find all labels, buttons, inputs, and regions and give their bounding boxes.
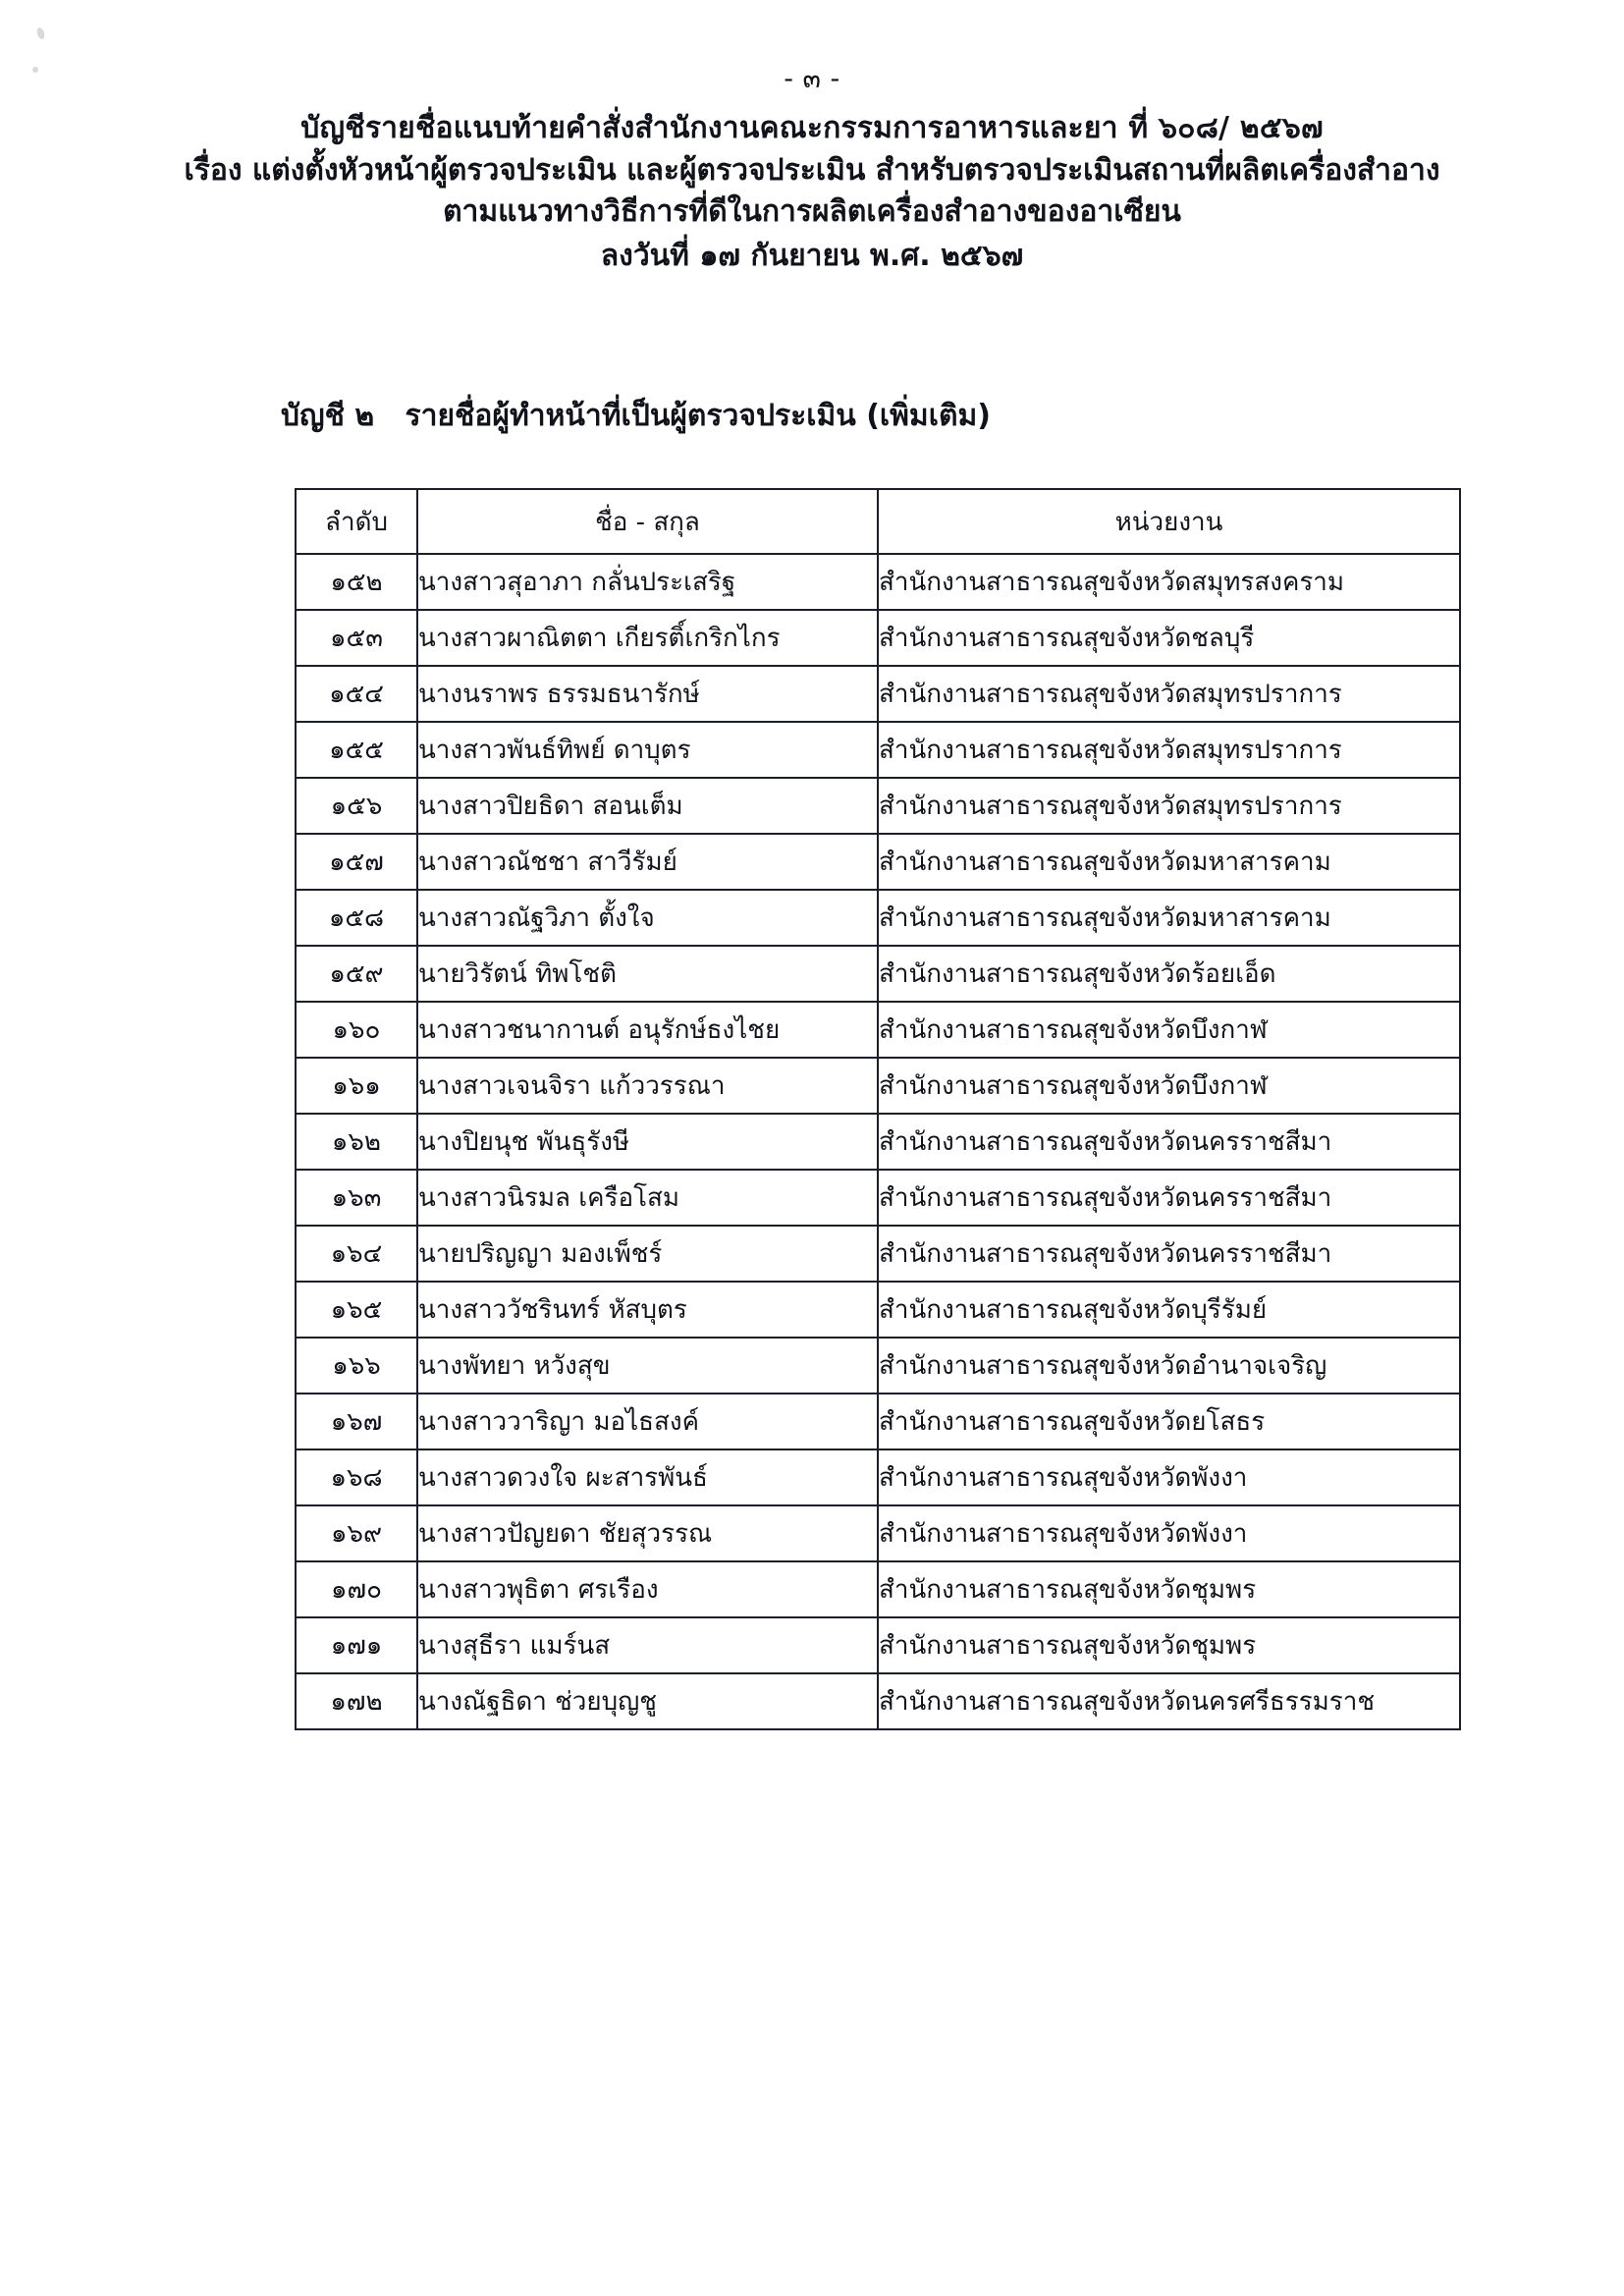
cell-order-number: ๑๖๙ [296,1505,417,1561]
cell-order-number: ๑๕๘ [296,890,417,946]
cell-organization: สำนักงานสาธารณสุขจังหวัดชุมพร [878,1561,1460,1617]
cell-organization: สำนักงานสาธารณสุขจังหวัดนครราชสีมา [878,1226,1460,1282]
cell-organization: สำนักงานสาธารณสุขจังหวัดมหาสารคาม [878,834,1460,890]
cell-full-name: นางสาวพันธ์ทิพย์ ดาบุตร [417,722,878,778]
cell-order-number: ๑๕๖ [296,778,417,834]
heading-line-1: บัญชีรายชื่อแนบท้ายคำสั่งสำนักงานคณะกรรมการอาหารและยา ที่ ๖๐๘/ ๒๕๖๗ [300,111,1324,145]
cell-full-name: นายวิรัตน์ ทิพโชติ [417,946,878,1002]
table-row [296,554,1460,610]
cell-order-number: ๑๖๑ [296,1058,417,1114]
cell-full-name: นางณัฐธิดา ช่วยบุญชู [417,1673,878,1729]
cell-organization: สำนักงานสาธารณสุขจังหวัดยโสธร [878,1394,1460,1449]
cell-full-name: นางนราพร ธรรมธนารักษ์ [417,666,878,722]
cell-order-number: ๑๕๙ [296,946,417,1002]
cell-order-number: ๑๕๕ [296,722,417,778]
cell-organization: สำนักงานสาธารณสุขจังหวัดนครราชสีมา [878,1170,1460,1226]
cell-organization: สำนักงานสาธารณสุขจังหวัดอำนาจเจริญ [878,1338,1460,1394]
cell-order-number: ๑๖๓ [296,1170,417,1226]
cell-organization: สำนักงานสาธารณสุขจังหวัดพังงา [878,1449,1460,1505]
column-header-no: ลำดับ [296,489,417,554]
cell-full-name: นางสาวชนากานต์ อนุรักษ์ธงไชย [417,1002,878,1058]
list-title: บัญชี ๒ รายชื่อผู้ทำหน้าที่เป็นผู้ตรวจประเมิน (เพิ่มเติม) [281,399,991,433]
table-row [296,666,1460,722]
table-row [296,1170,1460,1226]
cell-full-name: นายปริญญา มองเพ็ชร์ [417,1226,878,1282]
cell-full-name: นางสาวปัญยดา ชัยสุวรรณ [417,1505,878,1561]
table-row [296,834,1460,890]
document-heading [0,108,1624,277]
cell-order-number: ๑๗๑ [296,1617,417,1673]
table-row [296,1673,1460,1729]
cell-full-name: นางสาวสุอาภา กลั่นประเสริฐ [417,554,878,610]
table-row [296,1505,1460,1561]
cell-full-name: นางสุธีรา แมร์นส [417,1617,878,1673]
page-number: - ๓ - [784,64,840,94]
cell-full-name: นางสาววาริญา มอไธสงค์ [417,1394,878,1449]
table-header-row [296,489,1460,554]
table-row [296,1226,1460,1282]
cell-full-name: นางสาวเจนจิรา แก้ววรรณา [417,1058,878,1114]
cell-order-number: ๑๖๔ [296,1226,417,1282]
cell-full-name: นางพัทยา หวังสุข [417,1338,878,1394]
table-row [296,1561,1460,1617]
cell-organization: สำนักงานสาธารณสุขจังหวัดสมุทรปราการ [878,778,1460,834]
cell-order-number: ๑๕๒ [296,554,417,610]
cell-full-name: นางสาวณัฐวิภา ตั้งใจ [417,890,878,946]
table-row [296,1058,1460,1114]
cell-full-name: นางสาวนิรมล เครือโสม [417,1170,878,1226]
cell-full-name: นางสาวณัชชา สาวีรัมย์ [417,834,878,890]
table-row [296,1449,1460,1505]
cell-organization: สำนักงานสาธารณสุขจังหวัดสมุทรสงคราม [878,554,1460,610]
cell-order-number: ๑๕๔ [296,666,417,722]
cell-organization: สำนักงานสาธารณสุขจังหวัดบึงกาฬ [878,1002,1460,1058]
table-row [296,1282,1460,1338]
table-row [296,1617,1460,1673]
cell-order-number: ๑๗๒ [296,1673,417,1729]
table-row [296,610,1460,666]
heading-line-2: เรื่อง แต่งตั้งหัวหน้าผู้ตรวจประเมิน และผู้ตรวจประเมิน สำหรับตรวจประเมินสถานที่ผลิตเครื่องสำอาง [184,152,1440,188]
table-body [296,554,1460,1729]
cell-order-number: ๑๕๗ [296,834,417,890]
inspector-roster-table [295,488,1461,1730]
table-row [296,1338,1460,1394]
table-row [296,722,1460,778]
cell-full-name: นางสาวพุธิตา ศรเรือง [417,1561,878,1617]
cell-organization: สำนักงานสาธารณสุขจังหวัดพังงา [878,1505,1460,1561]
cell-full-name: นางสาวดวงใจ ผะสารพันธ์ [417,1449,878,1505]
cell-full-name: นางสาววัชรินทร์ หัสบุตร [417,1282,878,1338]
cell-order-number: ๑๖๒ [296,1114,417,1170]
cell-organization: สำนักงานสาธารณสุขจังหวัดชลบุรี [878,610,1460,666]
cell-order-number: ๑๖๖ [296,1338,417,1394]
cell-organization: สำนักงานสาธารณสุขจังหวัดนครศรีธรรมราช [878,1673,1460,1729]
cell-full-name: นางปิยนุช พันธุรังษี [417,1114,878,1170]
cell-order-number: ๑๕๓ [296,610,417,666]
cell-order-number: ๑๖๐ [296,1002,417,1058]
table-row [296,890,1460,946]
table-row [296,778,1460,834]
cell-organization: สำนักงานสาธารณสุขจังหวัดบึงกาฬ [878,1058,1460,1114]
table-row [296,1394,1460,1449]
table-row [296,946,1460,1002]
cell-organization: สำนักงานสาธารณสุขจังหวัดมหาสารคาม [878,890,1460,946]
cell-order-number: ๑๖๗ [296,1394,417,1449]
cell-full-name: นางสาวปิยธิดา สอนเต็ม [417,778,878,834]
column-header-name: ชื่อ - สกุล [417,489,878,554]
cell-organization: สำนักงานสาธารณสุขจังหวัดสมุทรปราการ [878,666,1460,722]
cell-organization: สำนักงานสาธารณสุขจังหวัดร้อยเอ็ด [878,946,1460,1002]
column-header-org: หน่วยงาน [878,489,1460,554]
heading-line-3: ตามแนวทางวิธีการที่ดีในการผลิตเครื่องสำอางของอาเซียน [443,194,1181,230]
table-row [296,1002,1460,1058]
cell-organization: สำนักงานสาธารณสุขจังหวัดนครราชสีมา [878,1114,1460,1170]
cell-order-number: ๑๖๘ [296,1449,417,1505]
cell-organization: สำนักงานสาธารณสุขจังหวัดชุมพร [878,1617,1460,1673]
scan-speck-icon [35,27,45,40]
table-row [296,1114,1460,1170]
cell-organization: สำนักงานสาธารณสุขจังหวัดสมุทรปราการ [878,722,1460,778]
heading-line-4: ลงวันที่ ๑๗ กันยายน พ.ศ. ๒๕๖๗ [600,238,1024,273]
cell-organization: สำนักงานสาธารณสุขจังหวัดบุรีรัมย์ [878,1282,1460,1338]
table-header [296,489,1460,554]
cell-order-number: ๑๗๐ [296,1561,417,1617]
cell-full-name: นางสาวผาณิตตา เกียรติ์เกริกไกร [417,610,878,666]
cell-order-number: ๑๖๕ [296,1282,417,1338]
